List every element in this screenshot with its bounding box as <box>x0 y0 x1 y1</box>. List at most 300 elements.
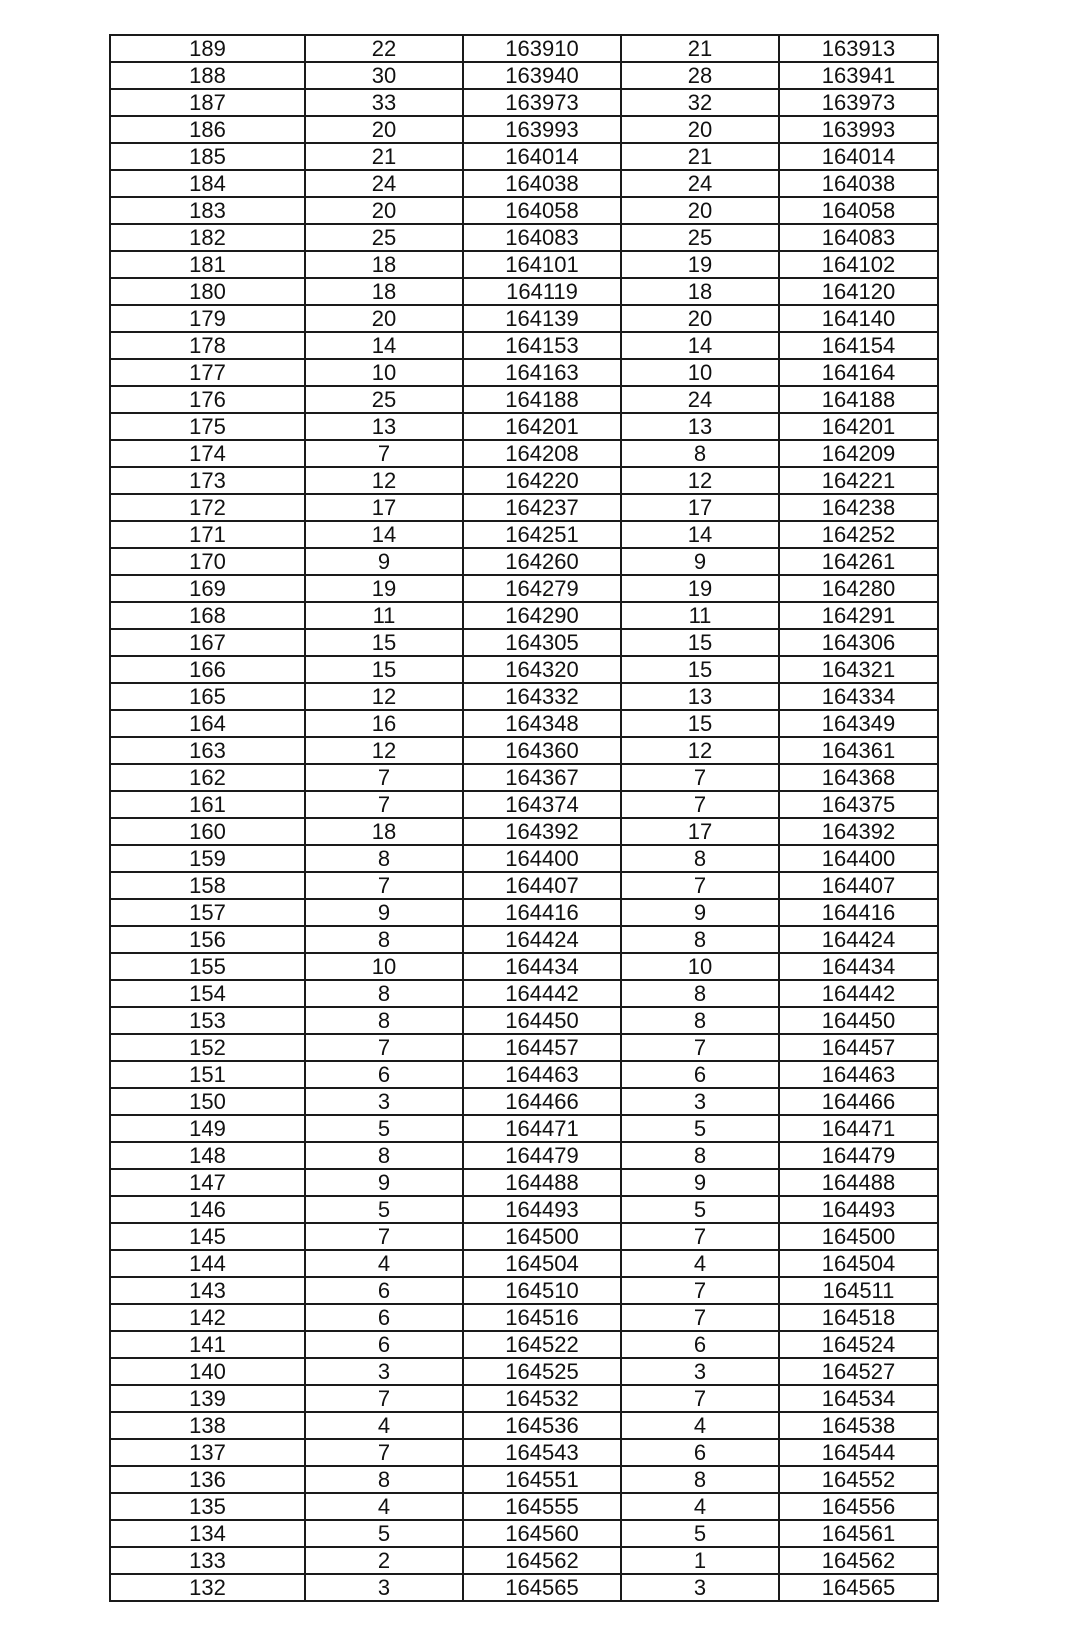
table-row <box>110 224 938 251</box>
count-b-cell: 14 <box>621 332 779 359</box>
count-a-cell: 8 <box>305 926 463 953</box>
count-a-cell: 24 <box>305 170 463 197</box>
score-cell: 162 <box>110 764 305 791</box>
count-a-cell: 21 <box>305 143 463 170</box>
count-b-cell: 5 <box>621 1115 779 1142</box>
count-a-cell: 8 <box>305 1466 463 1493</box>
count-a-cell: 6 <box>305 1277 463 1304</box>
cumulative-a-cell: 164392 <box>463 818 621 845</box>
score-cell: 151 <box>110 1061 305 1088</box>
count-a-cell: 9 <box>305 1169 463 1196</box>
score-cell: 137 <box>110 1439 305 1466</box>
table-row <box>110 1574 938 1601</box>
score-cell: 152 <box>110 1034 305 1061</box>
cumulative-b-cell: 164368 <box>779 764 938 791</box>
table-row <box>110 575 938 602</box>
score-cell: 173 <box>110 467 305 494</box>
table-row <box>110 1034 938 1061</box>
count-b-cell: 8 <box>621 926 779 953</box>
count-a-cell: 4 <box>305 1250 463 1277</box>
cumulative-a-cell: 164407 <box>463 872 621 899</box>
cumulative-b-cell: 164306 <box>779 629 938 656</box>
cumulative-a-cell: 164463 <box>463 1061 621 1088</box>
table-row <box>110 1061 938 1088</box>
table-row <box>110 548 938 575</box>
score-cell: 186 <box>110 116 305 143</box>
count-a-cell: 20 <box>305 197 463 224</box>
count-b-cell: 13 <box>621 683 779 710</box>
score-cell: 157 <box>110 899 305 926</box>
cumulative-b-cell: 164334 <box>779 683 938 710</box>
cumulative-a-cell: 163973 <box>463 89 621 116</box>
score-cell: 160 <box>110 818 305 845</box>
cumulative-b-cell: 164457 <box>779 1034 938 1061</box>
score-cell: 139 <box>110 1385 305 1412</box>
cumulative-b-cell: 164407 <box>779 872 938 899</box>
table-row <box>110 764 938 791</box>
count-a-cell: 5 <box>305 1196 463 1223</box>
table-row <box>110 1277 938 1304</box>
cumulative-b-cell: 163993 <box>779 116 938 143</box>
count-b-cell: 8 <box>621 1007 779 1034</box>
count-b-cell: 7 <box>621 791 779 818</box>
count-a-cell: 25 <box>305 386 463 413</box>
table-row <box>110 359 938 386</box>
cumulative-b-cell: 164238 <box>779 494 938 521</box>
cumulative-a-cell: 164220 <box>463 467 621 494</box>
cumulative-a-cell: 164237 <box>463 494 621 521</box>
count-a-cell: 15 <box>305 629 463 656</box>
cumulative-a-cell: 164555 <box>463 1493 621 1520</box>
count-b-cell: 1 <box>621 1547 779 1574</box>
table-row <box>110 467 938 494</box>
cumulative-a-cell: 164188 <box>463 386 621 413</box>
count-b-cell: 11 <box>621 602 779 629</box>
count-a-cell: 5 <box>305 1115 463 1142</box>
table-row <box>110 1088 938 1115</box>
cumulative-b-cell: 164261 <box>779 548 938 575</box>
cumulative-a-cell: 164442 <box>463 980 621 1007</box>
cumulative-b-cell: 164083 <box>779 224 938 251</box>
cumulative-b-cell: 164252 <box>779 521 938 548</box>
cumulative-b-cell: 164375 <box>779 791 938 818</box>
score-cell: 155 <box>110 953 305 980</box>
cumulative-b-cell: 164562 <box>779 1547 938 1574</box>
score-cell: 136 <box>110 1466 305 1493</box>
table-row <box>110 899 938 926</box>
count-a-cell: 12 <box>305 737 463 764</box>
table-row <box>110 710 938 737</box>
count-a-cell: 10 <box>305 359 463 386</box>
count-a-cell: 18 <box>305 278 463 305</box>
cumulative-a-cell: 164139 <box>463 305 621 332</box>
score-cell: 143 <box>110 1277 305 1304</box>
score-cell: 132 <box>110 1574 305 1601</box>
score-cell: 145 <box>110 1223 305 1250</box>
score-cell: 177 <box>110 359 305 386</box>
count-b-cell: 9 <box>621 899 779 926</box>
score-cell: 156 <box>110 926 305 953</box>
count-a-cell: 6 <box>305 1061 463 1088</box>
count-a-cell: 2 <box>305 1547 463 1574</box>
count-a-cell: 12 <box>305 467 463 494</box>
cumulative-a-cell: 164466 <box>463 1088 621 1115</box>
count-b-cell: 7 <box>621 1034 779 1061</box>
cumulative-b-cell: 164479 <box>779 1142 938 1169</box>
count-a-cell: 7 <box>305 1439 463 1466</box>
table-row <box>110 89 938 116</box>
cumulative-b-cell: 164527 <box>779 1358 938 1385</box>
cumulative-b-cell: 164463 <box>779 1061 938 1088</box>
score-cell: 138 <box>110 1412 305 1439</box>
table-row <box>110 521 938 548</box>
cumulative-b-cell: 164466 <box>779 1088 938 1115</box>
table-row <box>110 818 938 845</box>
score-cell: 158 <box>110 872 305 899</box>
count-a-cell: 6 <box>305 1304 463 1331</box>
table-row <box>110 1439 938 1466</box>
score-cell: 185 <box>110 143 305 170</box>
cumulative-a-cell: 164400 <box>463 845 621 872</box>
table-row <box>110 980 938 1007</box>
count-b-cell: 9 <box>621 1169 779 1196</box>
count-a-cell: 4 <box>305 1412 463 1439</box>
score-cell: 154 <box>110 980 305 1007</box>
cumulative-a-cell: 164153 <box>463 332 621 359</box>
cumulative-b-cell: 164201 <box>779 413 938 440</box>
count-b-cell: 4 <box>621 1250 779 1277</box>
cumulative-a-cell: 164374 <box>463 791 621 818</box>
table-row <box>110 62 938 89</box>
cumulative-b-cell: 164565 <box>779 1574 938 1601</box>
table-row <box>110 278 938 305</box>
cumulative-a-cell: 164038 <box>463 170 621 197</box>
count-b-cell: 9 <box>621 548 779 575</box>
cumulative-a-cell: 164251 <box>463 521 621 548</box>
score-cell: 174 <box>110 440 305 467</box>
score-cell: 150 <box>110 1088 305 1115</box>
table-row <box>110 143 938 170</box>
count-a-cell: 30 <box>305 62 463 89</box>
cumulative-a-cell: 164367 <box>463 764 621 791</box>
cumulative-b-cell: 164038 <box>779 170 938 197</box>
count-b-cell: 8 <box>621 1142 779 1169</box>
table-row <box>110 1331 938 1358</box>
table-row <box>110 737 938 764</box>
cumulative-a-cell: 164163 <box>463 359 621 386</box>
count-b-cell: 20 <box>621 197 779 224</box>
cumulative-b-cell: 164416 <box>779 899 938 926</box>
cumulative-b-cell: 164556 <box>779 1493 938 1520</box>
score-cell: 148 <box>110 1142 305 1169</box>
count-b-cell: 3 <box>621 1574 779 1601</box>
count-b-cell: 28 <box>621 62 779 89</box>
count-a-cell: 3 <box>305 1088 463 1115</box>
table-row <box>110 1250 938 1277</box>
cumulative-b-cell: 164120 <box>779 278 938 305</box>
table-row <box>110 332 938 359</box>
cumulative-b-cell: 164518 <box>779 1304 938 1331</box>
cumulative-a-cell: 164504 <box>463 1250 621 1277</box>
score-cell: 153 <box>110 1007 305 1034</box>
table-row <box>110 629 938 656</box>
count-b-cell: 25 <box>621 224 779 251</box>
cumulative-b-cell: 164209 <box>779 440 938 467</box>
count-b-cell: 17 <box>621 494 779 521</box>
table-row <box>110 1547 938 1574</box>
cumulative-a-cell: 164551 <box>463 1466 621 1493</box>
score-cell: 176 <box>110 386 305 413</box>
count-b-cell: 19 <box>621 251 779 278</box>
count-b-cell: 7 <box>621 1277 779 1304</box>
count-b-cell: 14 <box>621 521 779 548</box>
score-cell: 142 <box>110 1304 305 1331</box>
cumulative-b-cell: 164434 <box>779 953 938 980</box>
count-a-cell: 18 <box>305 818 463 845</box>
count-a-cell: 3 <box>305 1358 463 1385</box>
count-a-cell: 25 <box>305 224 463 251</box>
table-row <box>110 1304 938 1331</box>
cumulative-a-cell: 164119 <box>463 278 621 305</box>
count-a-cell: 11 <box>305 602 463 629</box>
count-a-cell: 20 <box>305 305 463 332</box>
count-a-cell: 9 <box>305 899 463 926</box>
cumulative-a-cell: 164348 <box>463 710 621 737</box>
cumulative-b-cell: 164154 <box>779 332 938 359</box>
count-b-cell: 10 <box>621 359 779 386</box>
cumulative-a-cell: 164516 <box>463 1304 621 1331</box>
score-distribution-table <box>109 34 939 1602</box>
score-cell: 188 <box>110 62 305 89</box>
score-cell: 134 <box>110 1520 305 1547</box>
cumulative-a-cell: 164014 <box>463 143 621 170</box>
cumulative-a-cell: 164565 <box>463 1574 621 1601</box>
cumulative-a-cell: 163940 <box>463 62 621 89</box>
cumulative-b-cell: 164534 <box>779 1385 938 1412</box>
count-a-cell: 33 <box>305 89 463 116</box>
table-row <box>110 845 938 872</box>
score-cell: 171 <box>110 521 305 548</box>
count-b-cell: 8 <box>621 440 779 467</box>
table-row <box>110 413 938 440</box>
score-cell: 179 <box>110 305 305 332</box>
table-row <box>110 251 938 278</box>
count-b-cell: 8 <box>621 1466 779 1493</box>
count-b-cell: 8 <box>621 845 779 872</box>
count-a-cell: 8 <box>305 1007 463 1034</box>
cumulative-a-cell: 164279 <box>463 575 621 602</box>
cumulative-a-cell: 164305 <box>463 629 621 656</box>
cumulative-a-cell: 164434 <box>463 953 621 980</box>
cumulative-a-cell: 164488 <box>463 1169 621 1196</box>
table-row <box>110 872 938 899</box>
score-cell: 189 <box>110 35 305 62</box>
score-cell: 141 <box>110 1331 305 1358</box>
cumulative-b-cell: 163913 <box>779 35 938 62</box>
count-b-cell: 10 <box>621 953 779 980</box>
score-cell: 159 <box>110 845 305 872</box>
table-row <box>110 1142 938 1169</box>
count-a-cell: 7 <box>305 791 463 818</box>
cumulative-a-cell: 164479 <box>463 1142 621 1169</box>
cumulative-b-cell: 164424 <box>779 926 938 953</box>
count-b-cell: 7 <box>621 764 779 791</box>
cumulative-b-cell: 164488 <box>779 1169 938 1196</box>
table-row <box>110 116 938 143</box>
cumulative-a-cell: 164560 <box>463 1520 621 1547</box>
count-a-cell: 17 <box>305 494 463 521</box>
score-cell: 140 <box>110 1358 305 1385</box>
cumulative-b-cell: 164450 <box>779 1007 938 1034</box>
count-a-cell: 7 <box>305 1223 463 1250</box>
cumulative-a-cell: 164360 <box>463 737 621 764</box>
count-b-cell: 3 <box>621 1088 779 1115</box>
table-row <box>110 1196 938 1223</box>
cumulative-a-cell: 164424 <box>463 926 621 953</box>
count-b-cell: 20 <box>621 305 779 332</box>
count-a-cell: 15 <box>305 656 463 683</box>
count-b-cell: 6 <box>621 1061 779 1088</box>
table-row <box>110 170 938 197</box>
count-a-cell: 7 <box>305 1034 463 1061</box>
table-row <box>110 1520 938 1547</box>
cumulative-b-cell: 164058 <box>779 197 938 224</box>
cumulative-b-cell: 164552 <box>779 1466 938 1493</box>
cumulative-a-cell: 164532 <box>463 1385 621 1412</box>
count-b-cell: 20 <box>621 116 779 143</box>
count-b-cell: 21 <box>621 35 779 62</box>
score-cell: 172 <box>110 494 305 521</box>
cumulative-b-cell: 164471 <box>779 1115 938 1142</box>
count-b-cell: 5 <box>621 1520 779 1547</box>
score-cell: 175 <box>110 413 305 440</box>
count-a-cell: 14 <box>305 332 463 359</box>
count-b-cell: 6 <box>621 1439 779 1466</box>
count-b-cell: 7 <box>621 872 779 899</box>
table-row <box>110 683 938 710</box>
count-a-cell: 6 <box>305 1331 463 1358</box>
count-b-cell: 15 <box>621 710 779 737</box>
cumulative-a-cell: 164260 <box>463 548 621 575</box>
cumulative-b-cell: 164361 <box>779 737 938 764</box>
count-a-cell: 18 <box>305 251 463 278</box>
cumulative-b-cell: 164291 <box>779 602 938 629</box>
table-row <box>110 656 938 683</box>
cumulative-a-cell: 164450 <box>463 1007 621 1034</box>
count-b-cell: 24 <box>621 170 779 197</box>
cumulative-b-cell: 164349 <box>779 710 938 737</box>
score-cell: 165 <box>110 683 305 710</box>
count-a-cell: 7 <box>305 764 463 791</box>
count-a-cell: 5 <box>305 1520 463 1547</box>
count-a-cell: 7 <box>305 440 463 467</box>
count-a-cell: 12 <box>305 683 463 710</box>
cumulative-a-cell: 164201 <box>463 413 621 440</box>
cumulative-a-cell: 164058 <box>463 197 621 224</box>
score-cell: 135 <box>110 1493 305 1520</box>
table-row <box>110 386 938 413</box>
cumulative-b-cell: 164504 <box>779 1250 938 1277</box>
count-a-cell: 22 <box>305 35 463 62</box>
table-row <box>110 197 938 224</box>
cumulative-b-cell: 164442 <box>779 980 938 1007</box>
count-b-cell: 17 <box>621 818 779 845</box>
score-cell: 146 <box>110 1196 305 1223</box>
count-b-cell: 15 <box>621 656 779 683</box>
cumulative-b-cell: 164561 <box>779 1520 938 1547</box>
count-a-cell: 14 <box>305 521 463 548</box>
cumulative-a-cell: 164208 <box>463 440 621 467</box>
cumulative-a-cell: 164500 <box>463 1223 621 1250</box>
count-a-cell: 16 <box>305 710 463 737</box>
count-b-cell: 7 <box>621 1385 779 1412</box>
table-row <box>110 1007 938 1034</box>
cumulative-a-cell: 164320 <box>463 656 621 683</box>
cumulative-b-cell: 164321 <box>779 656 938 683</box>
score-cell: 183 <box>110 197 305 224</box>
cumulative-b-cell: 163973 <box>779 89 938 116</box>
cumulative-a-cell: 164525 <box>463 1358 621 1385</box>
cumulative-b-cell: 164280 <box>779 575 938 602</box>
cumulative-b-cell: 164500 <box>779 1223 938 1250</box>
table-row <box>110 791 938 818</box>
cumulative-a-cell: 163910 <box>463 35 621 62</box>
count-b-cell: 7 <box>621 1304 779 1331</box>
cumulative-a-cell: 164510 <box>463 1277 621 1304</box>
cumulative-b-cell: 164493 <box>779 1196 938 1223</box>
table-row <box>110 1412 938 1439</box>
score-cell: 161 <box>110 791 305 818</box>
score-cell: 144 <box>110 1250 305 1277</box>
count-a-cell: 13 <box>305 413 463 440</box>
count-b-cell: 8 <box>621 980 779 1007</box>
cumulative-b-cell: 164102 <box>779 251 938 278</box>
score-cell: 149 <box>110 1115 305 1142</box>
score-cell: 187 <box>110 89 305 116</box>
table-row <box>110 1223 938 1250</box>
cumulative-b-cell: 164221 <box>779 467 938 494</box>
cumulative-b-cell: 164014 <box>779 143 938 170</box>
count-b-cell: 15 <box>621 629 779 656</box>
cumulative-a-cell: 163993 <box>463 116 621 143</box>
table-row <box>110 1466 938 1493</box>
cumulative-a-cell: 164416 <box>463 899 621 926</box>
score-cell: 168 <box>110 602 305 629</box>
table-row <box>110 926 938 953</box>
table-row <box>110 305 938 332</box>
count-b-cell: 21 <box>621 143 779 170</box>
cumulative-a-cell: 164471 <box>463 1115 621 1142</box>
count-a-cell: 19 <box>305 575 463 602</box>
count-b-cell: 12 <box>621 467 779 494</box>
count-b-cell: 7 <box>621 1223 779 1250</box>
count-a-cell: 7 <box>305 1385 463 1412</box>
cumulative-a-cell: 164543 <box>463 1439 621 1466</box>
cumulative-b-cell: 164524 <box>779 1331 938 1358</box>
cumulative-b-cell: 163941 <box>779 62 938 89</box>
score-cell: 182 <box>110 224 305 251</box>
count-a-cell: 4 <box>305 1493 463 1520</box>
table-row <box>110 1493 938 1520</box>
count-a-cell: 8 <box>305 845 463 872</box>
score-cell: 181 <box>110 251 305 278</box>
table-row <box>110 1358 938 1385</box>
table-row <box>110 494 938 521</box>
table-row <box>110 1115 938 1142</box>
table-row <box>110 440 938 467</box>
cumulative-a-cell: 164457 <box>463 1034 621 1061</box>
table-row <box>110 953 938 980</box>
